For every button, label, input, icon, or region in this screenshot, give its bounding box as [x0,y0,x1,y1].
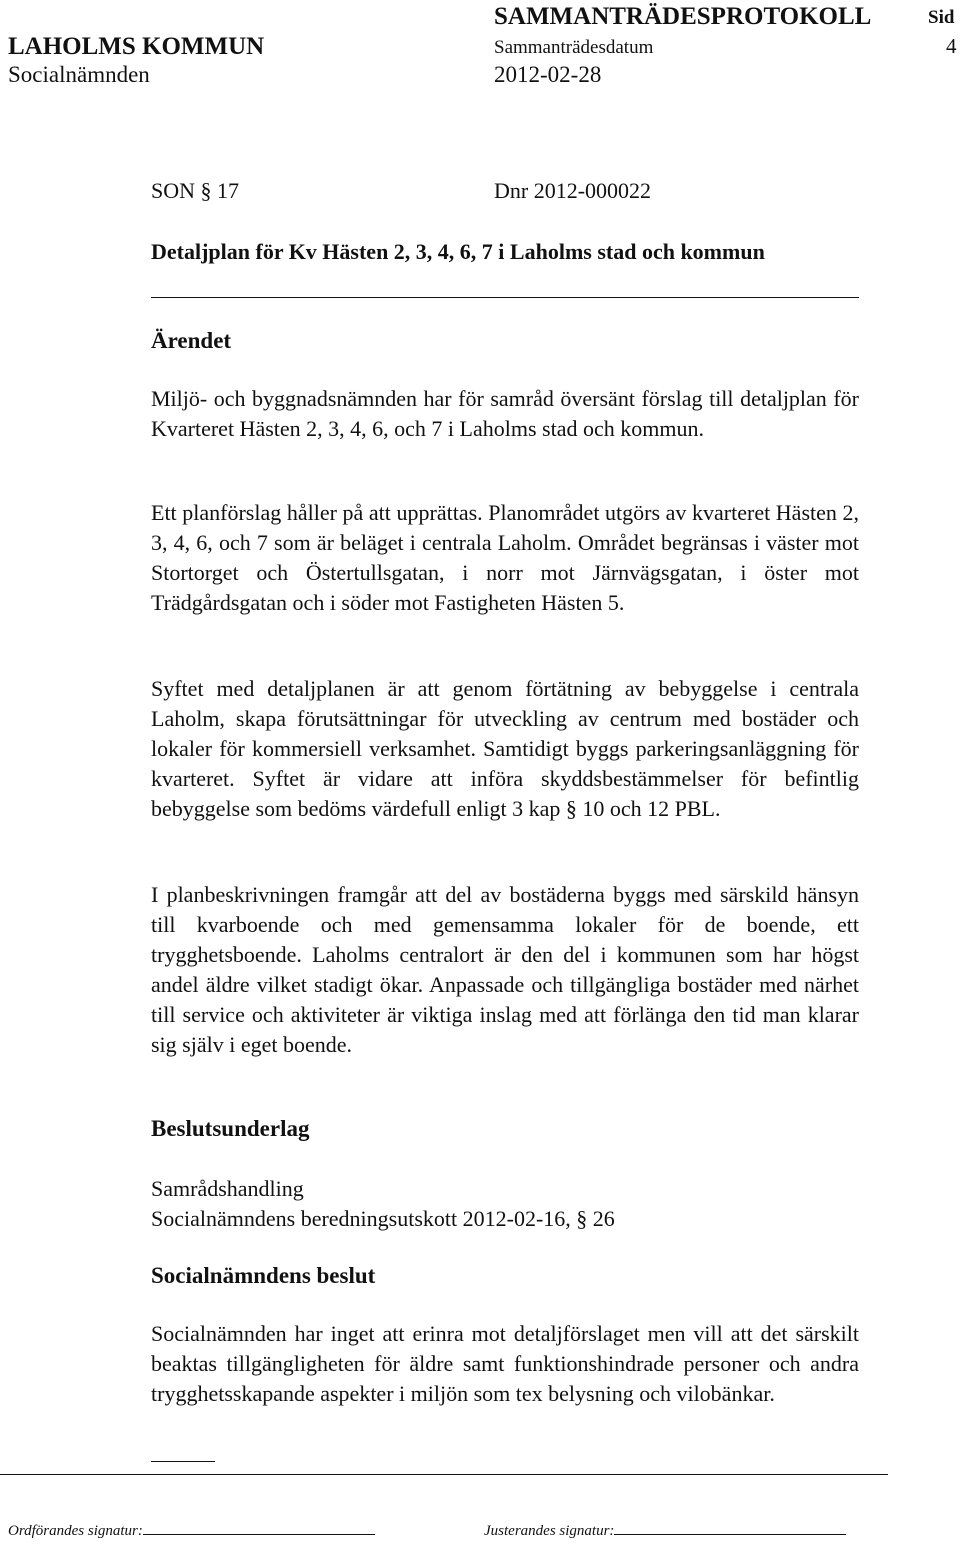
chair-signature [8,1523,375,1540]
dnr-number: Dnr 2012-000022 [494,178,652,203]
committee-name: Socialnämnden [8,62,150,87]
chair-signature-label: Ordförandes signatur: [8,1523,143,1539]
meeting-date-label: Sammanträdesdatum [494,37,654,58]
sid-label: Sid [928,7,955,28]
decision-text: Socialnämnden har inget att erinra mot detaljförslaget men vill att det särskilt beaktas tillgängligheten för äldre samt funktionshindrade personer och andra trygghetsskapande aspekter i miljön som tex belysning och vilobänkar. [151,1321,859,1406]
case-title: Detaljplan för Kv Hästen 2, 3, 4, 6, 7 i Laholms stad och kommun [151,239,765,264]
adjuster-signature-line [614,1533,846,1535]
adjuster-signature-label: Justerandes signatur: [484,1523,615,1539]
adjuster-signature [484,1523,846,1540]
chair-signature-line [143,1533,375,1535]
end-short-line [151,1461,215,1462]
section-number: SON § 17 [151,178,240,203]
paragraph-1: Miljö- och byggnadsnämnden har för samråd översänt förslag till detaljplan för Kvarteret Hästen 2, 3, 4, 6, och 7 i Laholms stad och kommun. [151,386,859,441]
meeting-date: 2012-02-28 [494,62,602,87]
title-underline [151,297,859,298]
beslutsunderlag-item-2: Socialnämndens beredningsutskott 2012-02-16, § 26 [151,1206,615,1231]
heading-arendet: Ärendet [151,328,232,353]
heading-beslut: Socialnämndens beslut [151,1263,376,1288]
paragraph-3: Syftet med detaljplanen är att genom förtätning av bebyggelse i centrala Laholm, skapa förutsättningar för utveckling av centrum med bostäder och lokaler för kommersiell verksamhet. Samtidigt byggs parkeringsanläggning för kvarteret. Syftet är vidare att införa skyddsbestämmelser för befintlig bebyggelse som bedöms värdefull enligt 3 kap § 10 och 12 PBL. [151,676,859,821]
protocol-title: SAMMANTRÄDESPROTOKOLL [494,3,872,30]
heading-beslutsunderlag: Beslutsunderlag [151,1116,310,1141]
organization-name: LAHOLMS KOMMUN [8,33,265,60]
page-number: 4 [946,34,957,58]
beslutsunderlag-item-1: Samrådshandling [151,1176,304,1201]
footer-divider [0,1474,888,1475]
paragraph-4: I planbeskrivningen framgår att del av bostäderna byggs med särskild hänsyn till kvarboende och med gemensamma lokaler för de boende, ett trygghetsboende. Laholms centralort är den del i kommunen som har högst andel äldre vilket stadigt ökar. Anpassade och tillgängliga bostäder med närhet till service och aktiviteter är viktiga inslag med att förlänga den tid man klarar sig själv i eget boende. [151,882,859,1057]
paragraph-2: Ett planförslag håller på att upprättas. Planområdet utgörs av kvarteret Hästen 2, 3, 4, 6, och 7 som är beläget i centrala Laholm. Området begränsas i väster mot Stortorget och Östertullsgatan, i norr mot Järnvägsgatan, i öster mot Trädgårdsgatan och i söder mot Fastigheten Hästen 5. [151,500,859,615]
